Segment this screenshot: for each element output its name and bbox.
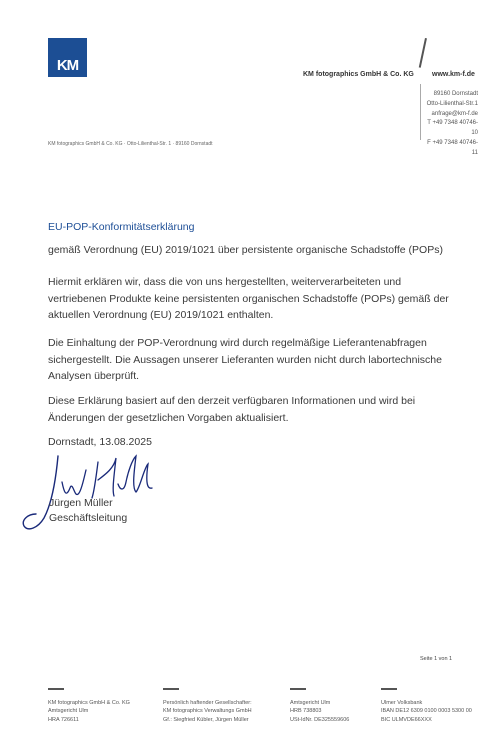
company-name: KM fotographics GmbH & Co. KG — [303, 71, 414, 78]
footer-line: IBAN DE12 6309 0100 0003 5300 00 — [381, 708, 472, 714]
validity-paragraph: Diese Erklärung basiert auf den derzeit verfügbaren Informationen und wird bei Änderungen der gesetzlichen Vorgaben aktualisiert. — [48, 395, 416, 424]
footer-line: KM fotographics Verwaltungs GmbH — [163, 708, 252, 714]
place-date: Dornstadt, 13.08.2025 — [48, 436, 152, 448]
footer-bar — [163, 688, 179, 690]
company-logo — [48, 38, 87, 77]
footer-column-company — [48, 688, 130, 724]
subtitle-paragraph: gemäß Verordnung (EU) 2019/1021 über persistente organische Schadstoffe (POPs) — [48, 244, 443, 256]
declaration-paragraph: Hiermit erklären wir, dass die von uns hergestellten, weiterverarbeiteten und vertriebenen Produkte keine persistenten organischen Schadstoffe (POPs) gemäß der aktuellen Verordnung (EU) 2019/1021 enthalten. — [48, 276, 449, 321]
footer-bar — [290, 688, 306, 690]
document-title: EU-POP-Konformitätserklärung — [48, 221, 195, 233]
footer-column-register — [290, 688, 349, 724]
footer-line: Gf.: Siegfried Kübler, Jürgen Müller — [163, 716, 249, 723]
footer-line: USt-IdNr. DE325559606 — [290, 716, 350, 723]
footer-column-partner — [163, 688, 252, 724]
fax-line: F +49 7348 40746-11 — [427, 139, 478, 156]
footer-column-bank — [381, 688, 472, 724]
sender-line: KM fotographics GmbH & Co. KG · Otto-Lilienthal-Str. 1 · 89160 Dornstadt — [48, 141, 213, 147]
address-line: Otto-Lilienthal-Str.1 — [426, 100, 478, 107]
footer-line: Ulmer Volksbank — [381, 699, 423, 706]
page-number: Seite 1 von 1 — [420, 656, 453, 662]
compliance-paragraph: Die Einhaltung der POP-Verordnung wird durch regelmäßige Lieferantenabfragen sichergestellt. Die Aussagen unserer Lieferanten wurden nicht durch labortechnische Analysen überprüft. — [48, 337, 442, 382]
signer-role: Geschäftsleitung — [49, 512, 128, 524]
footer-line: BIC ULMVDE66XXX — [381, 716, 432, 723]
signer-name: Jürgen Müller — [49, 497, 113, 509]
footer-line: KM fotographics GmbH & Co. KG — [48, 699, 130, 706]
company-address — [424, 90, 478, 159]
footer-line: Amtsgericht Ulm — [48, 708, 89, 714]
handwritten-signature — [14, 448, 164, 538]
address-divider — [420, 84, 421, 140]
footer-bar — [381, 688, 397, 690]
footer-line: Persönlich haftender Gesellschafter: — [163, 699, 252, 706]
address-line: 89160 Dornstadt — [433, 91, 478, 97]
phone-line: T +49 7348 40746-10 — [427, 120, 478, 137]
footer-line: Amtsgericht Ulm — [290, 699, 331, 706]
company-website: www.km-f.de — [432, 71, 475, 78]
email-line: anfrage@km-f.de — [431, 110, 478, 117]
logo-text: KM — [56, 57, 79, 74]
footer-bar — [48, 688, 64, 690]
footer-line: HRA 726611 — [48, 716, 79, 723]
header-slash-divider — [419, 38, 427, 68]
footer-line: HRB 738803 — [290, 708, 322, 714]
